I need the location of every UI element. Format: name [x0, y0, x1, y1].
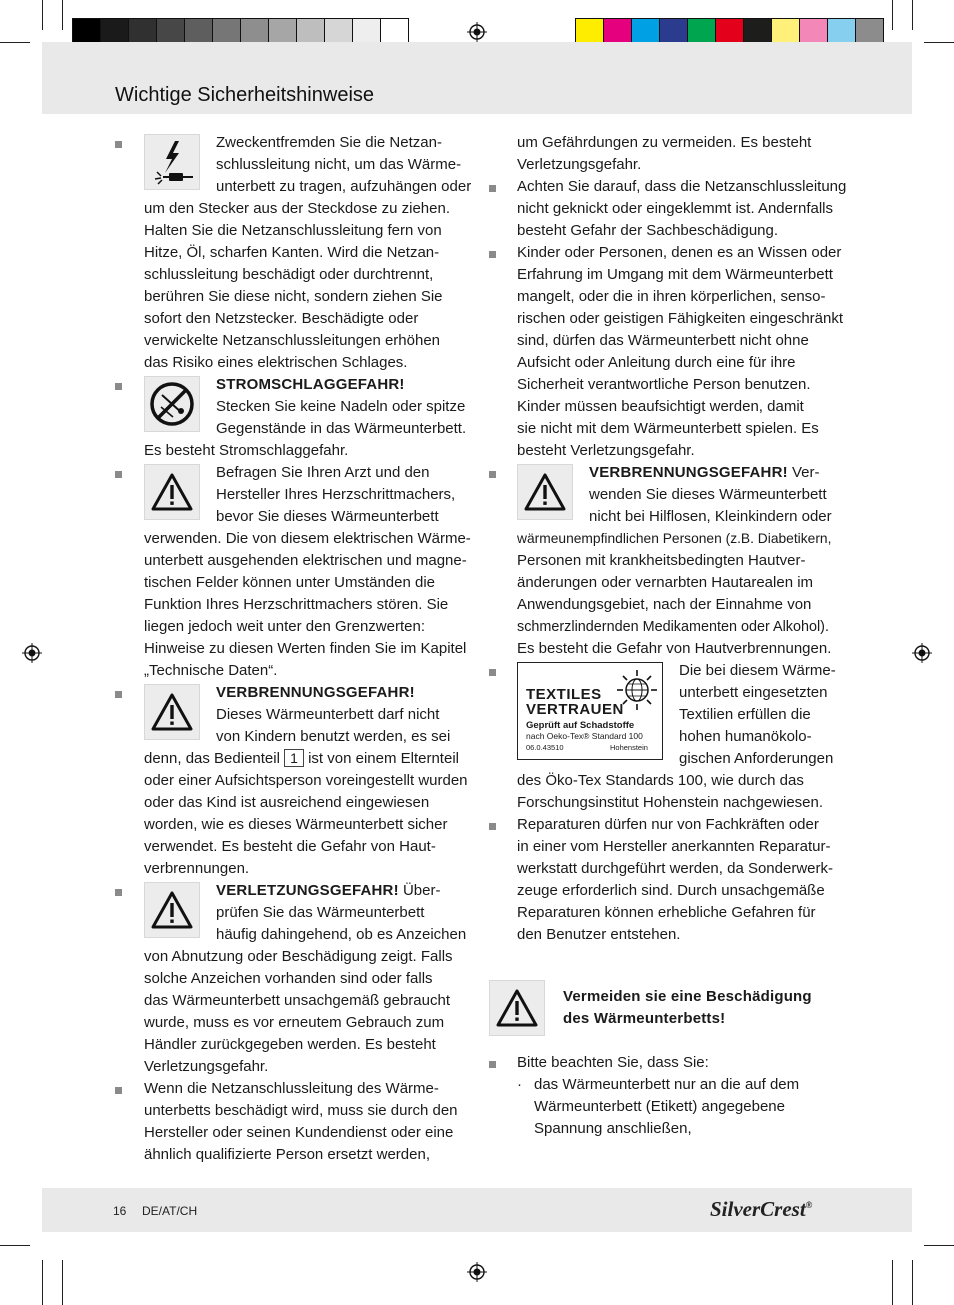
text-line: wärmeunempfindlichen Personen (z.B. Diabetikern,	[517, 531, 832, 546]
text-fragment: ist von einem Elternteil	[308, 750, 459, 767]
text-line: um Gefährdungen zu vermeiden. Es besteht	[517, 134, 812, 151]
safety-item	[517, 660, 847, 814]
text-line: nicht geknickt oder eingeklemmt ist. Andernfalls	[517, 200, 833, 217]
damage-notice	[489, 980, 849, 1036]
crop-mark	[42, 0, 43, 30]
text-line: schlussleitung nicht, um das Wärme-	[216, 156, 462, 173]
text-line: Personen mit krankheitsbedingten Hautver-	[517, 552, 806, 569]
label-line-1: TEXTILES	[526, 686, 602, 703]
text-line: Kinder oder Personen, denen es an Wissen oder	[517, 244, 842, 261]
text-line: von Abnutzung oder Beschädigung zeigt. Falls	[144, 948, 453, 965]
bullet	[115, 383, 122, 390]
text-line: Anwendungsgebiet, nach der Einnahme von	[517, 596, 812, 613]
hazard-heading: VERLETZUNGSGEFAHR!	[216, 882, 399, 899]
label-code: 06.0.43510	[526, 743, 564, 752]
text-line: gischen Anforderungen	[679, 750, 834, 767]
text-line: Die bei diesem Wärme-	[679, 662, 836, 679]
text-line: Hinweise zu diesen Werten finden Sie im Kapitel	[144, 640, 467, 657]
registration-mark-icon	[467, 22, 487, 42]
crop-mark	[924, 1245, 954, 1246]
dash-marker: ·	[517, 1076, 522, 1093]
bullet	[489, 471, 496, 478]
crop-mark	[0, 42, 30, 43]
text-line: Wärmeunterbett (Etikett) angegebene	[534, 1098, 785, 1115]
right-column	[517, 132, 847, 946]
text-line: prüfen Sie das Wärmeunterbett	[216, 904, 425, 921]
text-line: oder einer Aufsichtsperson voreingestellt wurden	[144, 772, 468, 789]
crop-mark	[912, 0, 913, 30]
control-key-reference: 1	[284, 749, 304, 767]
text-line: unterbett zu tragen, aufzuhängen oder	[216, 178, 472, 195]
crop-mark	[42, 1260, 43, 1305]
text-line: Händler zurückgegeben werden. Es besteht	[144, 1036, 436, 1053]
safety-item	[144, 374, 474, 462]
registration-mark-icon	[912, 643, 932, 663]
text-fragment: denn, das Bedienteil	[144, 750, 280, 767]
text-line: bevor Sie dieses Wärmeunterbett	[216, 508, 439, 525]
text-line: Erfahrung im Umgang mit dem Wärmeunterbett	[517, 266, 833, 283]
text-line: Reparaturen dürfen nur von Fachkräften oder	[517, 816, 819, 833]
text-line: Es besteht Stromschlaggefahr.	[144, 442, 349, 459]
bullet	[489, 251, 496, 258]
text-line: mangelt, oder die in ihren körperlichen, senso-	[517, 288, 826, 305]
text-line: den Benutzer entstehen.	[517, 926, 681, 943]
text-line: um den Stecker aus der Steckdose zu ziehen.	[144, 200, 451, 217]
warning-triangle-icon	[144, 464, 200, 520]
safety-item	[517, 462, 847, 660]
text-line: das Risiko eines elektrischen Schlages.	[144, 354, 408, 371]
text-line: Reparaturen können erhebliche Gefahren für	[517, 904, 816, 921]
text-line: in einer vom Hersteller anerkannten Reparatur-	[517, 838, 831, 855]
text-line: Aufsicht oder Anleitung durch eine für ihre	[517, 354, 796, 371]
text-line: Textilien erfüllen die	[679, 706, 811, 723]
text-line: Gegenstände in das Wärmeunterbett.	[216, 420, 467, 437]
text-line: Sicherheit verantwortliche Person benutzen.	[517, 376, 811, 393]
crop-mark	[912, 1260, 913, 1305]
page-title: Wichtige Sicherheitshinweise	[115, 84, 375, 106]
text-line: Funktion Ihres Herzschrittmachers stören. Sie	[144, 596, 449, 613]
crop-mark	[62, 0, 63, 30]
text-line: Es besteht die Gefahr von Hautverbrennungen.	[517, 640, 832, 657]
text-line: des Öko-Tex Standards 100, wie durch das	[517, 772, 804, 789]
text-line: solche Anzeichen vorhanden sind oder falls	[144, 970, 433, 987]
text-line: Bitte beachten Sie, dass Sie:	[517, 1054, 709, 1071]
text-line: Wenn die Netzanschlussleitung des Wärme-	[144, 1080, 439, 1097]
no-needles-icon	[144, 376, 200, 432]
text-line: änderungen oder vernarbten Hautarealen im	[517, 574, 814, 591]
hazard-heading: VERBRENNUNGSGEFAHR!	[216, 684, 415, 701]
text-line: nicht bei Hilflosen, Kleinkindern oder	[589, 508, 832, 525]
text-line: unterbetts beschädigt wird, muss sie durch den	[144, 1102, 458, 1119]
text-line: häufig dahingehend, ob es Anzeichen	[216, 926, 467, 943]
bullet	[115, 691, 122, 698]
label-line-2: VERTRAUEN	[526, 701, 624, 718]
text-line: verwickelte Netzanschlussleitungen erhöhen	[144, 332, 441, 349]
text-line: „Technische Daten“.	[144, 662, 278, 679]
text-line: liegen jedoch weit unter den Grenzwerten:	[144, 618, 426, 635]
safety-item	[144, 132, 474, 374]
text-line: unterbett eingesetzten	[679, 684, 828, 701]
text-line: sind, dürfen das Wärmeunterbett nicht ohne	[517, 332, 809, 349]
hazard-heading: VERBRENNUNGSGEFAHR!	[589, 464, 788, 481]
brand-logo	[710, 1197, 812, 1222]
text-line: hohen humanökolo-	[679, 728, 812, 745]
text-line: schmerzlindernden Medikamenten oder Alkohol).	[517, 619, 829, 635]
text-line: schlussleitung beschädigt oder durchtrennt,	[144, 266, 434, 283]
crop-mark	[62, 1260, 63, 1305]
electric-plug-warning-icon	[144, 134, 200, 190]
notice-heading-line: des Wärmeunterbetts!	[563, 1010, 726, 1027]
text-line: Befragen Sie Ihren Arzt und den	[216, 464, 430, 481]
bullet	[489, 669, 496, 676]
bullet	[489, 823, 496, 830]
safety-item	[517, 176, 847, 242]
bullet	[115, 889, 122, 896]
safety-item	[144, 1078, 474, 1166]
text-line: ähnlich qualifizierte Person ersetzt werden,	[144, 1146, 430, 1163]
label-line-4: nach Oeko-Tex® Standard 100	[526, 731, 643, 741]
text-line: zeuge erforderlich sind. Durch unsachgemäße	[517, 882, 825, 899]
bullet	[115, 1087, 122, 1094]
page-number: 16	[113, 1204, 127, 1218]
oeko-tex-label	[517, 662, 663, 760]
registration-mark-icon	[22, 643, 42, 663]
text-line: Halten Sie die Netzanschlussleitung fern von	[144, 222, 442, 239]
text-line: sofort den Netzstecker. Beschädigte oder	[144, 310, 419, 327]
warning-triangle-icon	[144, 684, 200, 740]
text-line: verbrennungen.	[144, 860, 250, 877]
text-line: berühren Sie diese nicht, sondern ziehen Sie	[144, 288, 443, 305]
continuation-text	[517, 132, 847, 176]
text-line: wurde, muss es vor erneutem Gebrauch zum	[144, 1014, 445, 1031]
text-line: Kinder müssen beaufsichtigt werden, damit	[517, 398, 804, 415]
safety-item	[144, 880, 474, 1078]
text-line: Zweckentfremden Sie die Netzan-	[216, 134, 442, 151]
warning-triangle-icon	[144, 882, 200, 938]
locale-label: DE/AT/CH	[142, 1204, 198, 1218]
crop-mark	[0, 1245, 30, 1246]
text-line: Hersteller oder seinen Kundendienst oder eine	[144, 1124, 454, 1141]
safety-item	[517, 1052, 847, 1140]
notice-list	[517, 1052, 847, 1140]
text-line: Forschungsinstitut Hohenstein nachgewiesen.	[517, 794, 824, 811]
crop-mark	[892, 0, 893, 30]
registration-mark-icon	[467, 1262, 487, 1282]
text-line: rischen oder geistigen Fähigkeiten eingeschränkt	[517, 310, 844, 327]
hazard-heading: STROMSCHLAGGEFAHR!	[216, 376, 405, 393]
safety-item	[144, 682, 474, 880]
sub-list-item	[517, 1074, 847, 1140]
text-line: besteht Verletzungsgefahr.	[517, 442, 695, 459]
text-line: wenden Sie dieses Wärmeunterbett	[589, 486, 827, 503]
bullet	[489, 185, 496, 192]
bullet	[115, 141, 122, 148]
text-line: oder das Kind ist ausreichend eingewiesen	[144, 794, 430, 811]
text-line: Spannung anschließen,	[534, 1120, 692, 1137]
text-line: Hersteller Ihres Herzschrittmachers,	[216, 486, 456, 503]
text-line: sie nicht mit dem Wärmeunterbett spielen. Es	[517, 420, 819, 437]
text-line: Dieses Wärmeunterbett darf nicht	[216, 706, 440, 723]
text-line	[144, 748, 474, 770]
notice-heading-line: Vermeiden sie eine Beschädigung	[563, 988, 812, 1005]
safety-item	[517, 242, 847, 462]
text-line: werkstatt durchgeführt werden, da Sonderwerk-	[517, 860, 833, 877]
warning-triangle-icon	[517, 464, 573, 520]
label-line-3: Geprüft auf Schadstoffe	[526, 720, 635, 731]
text-fragment: Über-	[402, 882, 441, 899]
text-line: das Wärmeunterbett nur an die auf dem	[534, 1076, 800, 1093]
brand-name: SilverCrest	[710, 1197, 806, 1221]
text-line: Stecken Sie keine Nadeln oder spitze	[216, 398, 466, 415]
label-institute: Hohenstein	[610, 743, 648, 752]
text-line: worden, wie es dieses Wärmeunterbett sicher	[144, 816, 448, 833]
bullet	[489, 1061, 496, 1068]
safety-item	[144, 462, 474, 682]
text-line: Verletzungsgefahr.	[517, 156, 642, 173]
text-line: besteht Gefahr der Sachbeschädigung.	[517, 222, 779, 239]
text-line: Achten Sie darauf, dass die Netzanschlussleitung	[517, 178, 847, 195]
text-line: von Kindern benutzt werden, es sei	[216, 728, 451, 745]
text-line: das Wärmeunterbett unsachgemäß gebraucht	[144, 992, 450, 1009]
warning-triangle-icon	[489, 980, 545, 1036]
text-line: verwendet. Es besteht die Gefahr von Haut-	[144, 838, 436, 855]
left-column	[144, 132, 474, 1166]
item-text	[144, 1078, 474, 1166]
safety-item	[517, 814, 847, 946]
text-line: tischen Felder können unter Umständen die	[144, 574, 436, 591]
text-line: verwenden. Die von diesem elektrischen Wärme-	[144, 530, 471, 547]
brand-mark: ®	[805, 1200, 813, 1210]
text-line: Hitze, Öl, scharfen Kanten. Wird die Netzan-	[144, 244, 440, 261]
bullet	[115, 471, 122, 478]
crop-mark	[924, 42, 954, 43]
text-line: Verletzungsgefahr.	[144, 1058, 269, 1075]
crop-mark	[892, 1260, 893, 1305]
text-fragment: Ver-	[792, 464, 820, 481]
text-line: unterbett ausgehenden elektrischen und magne-	[144, 552, 467, 569]
